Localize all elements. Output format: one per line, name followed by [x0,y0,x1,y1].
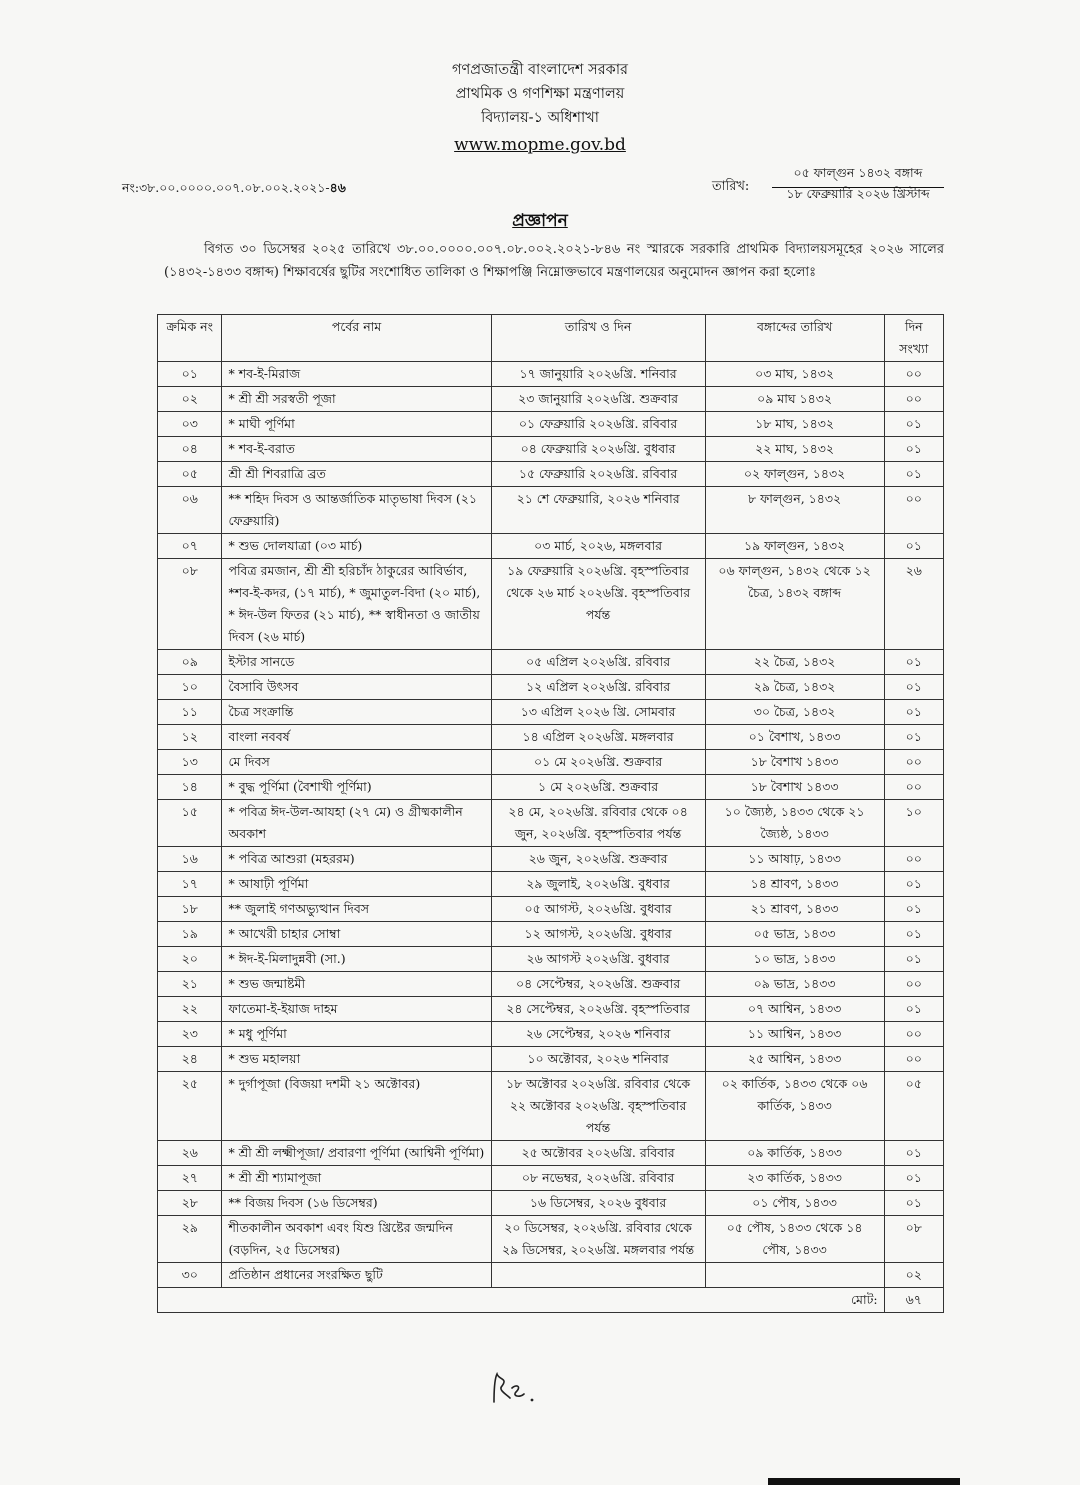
date-label: তারিখ: [712,179,750,194]
cell-serial: ২০ [158,947,222,972]
cell-serial: ২৬ [158,1141,222,1166]
table-row [158,362,944,387]
branch-name: বিদ্যালয়-১ অধিশাখা [481,110,599,126]
cell-festival-name: * শুভ জন্মাষ্টমী [222,972,491,997]
cell-bangla-date: ২২ চৈত্র, ১৪৩২ [705,650,884,675]
cell-date-day: ১২ আগস্ট, ২০২৬খ্রি. বুধবার [491,922,705,947]
cell-festival-name: * ঈদ-ই-মিলাদুন্নবী (সা.) [222,947,491,972]
table-row [158,462,944,487]
header-bangla-date: বঙ্গাব্দের তারিখ [705,315,884,362]
scan-edge-bar [768,1478,960,1485]
table-row [158,1047,944,1072]
cell-bangla-date: ০১ পৌষ, ১৪৩৩ [705,1191,884,1216]
memo-number [122,180,346,200]
cell-festival-name: * মধু পূর্ণিমা [222,1022,491,1047]
cell-days: ০১ [884,534,943,559]
cell-festival-name: * আষাঢ়ী পূর্ণিমা [222,872,491,897]
table-row [158,534,944,559]
cell-days: ০১ [884,947,943,972]
cell-date-day: ২১ শে ফেব্রুয়ারি, ২০২৬ শনিবার [491,487,705,534]
cell-date-day: ২৯ জুলাই, ২০২৬খ্রি. বুধবার [491,872,705,897]
cell-bangla-date: ০৭ আশ্বিন, ১৪৩৩ [705,997,884,1022]
cell-festival-name: শীতকালীন অবকাশ এবং যিশু খ্রিষ্টের জন্মদিন (বড়দিন, ২৫ ডিসেম্বর) [222,1216,491,1263]
table-header-row [158,315,944,362]
cell-days: ০৫ [884,1072,943,1141]
cell-festival-name: পবিত্র রমজান, শ্রী শ্রী হরিচাঁদ ঠাকুরের আবির্ভাব, *শব-ই-কদর, (১৭ মার্চ), * জুমাতুল-বিদা (২০ মার্চ), * ঈদ-উল ফিতর (২১ মার্চ), ** স্বাধীনতা ও জাতীয় দিবস (২৬ মার্চ) [222,559,491,650]
cell-serial: ২৩ [158,1022,222,1047]
cell-festival-name: * শব-ই-মিরাজ [222,362,491,387]
memo-number-suffix: ৪৬ [329,180,346,195]
cell-bangla-date: ১০ জ্যৈষ্ঠ, ১৪৩৩ থেকে ২১ জ্যৈষ্ঠ, ১৪৩৩ [705,800,884,847]
table-row [158,1216,944,1263]
cell-festival-name: * শুভ মহালয়া [222,1047,491,1072]
cell-serial: ২২ [158,997,222,1022]
cell-date-day [491,1263,705,1288]
table-row [158,972,944,997]
cell-festival-name: বাংলা নববর্ষ [222,725,491,750]
cell-days: ০১ [884,997,943,1022]
table-row [158,750,944,775]
ministry-name: প্রাথমিক ও গণশিক্ষা মন্ত্রণালয় [455,86,625,102]
cell-days: ০০ [884,750,943,775]
cell-date-day: ১৮ অক্টোবর ২০২৬খ্রি. রবিবার থেকে ২২ অক্টোবর ২০২৬খ্রি. বৃহস্পতিবার পর্যন্ত [491,1072,705,1141]
cell-festival-name: চৈত্র সংক্রান্তি [222,700,491,725]
cell-date-day: ২৪ সেপ্টেম্বর, ২০২৬খ্রি. বৃহস্পতিবার [491,997,705,1022]
cell-bangla-date: ০২ ফাল্গুন, ১৪৩২ [705,462,884,487]
table-row [158,1263,944,1288]
cell-festival-name: ** শহিদ দিবস ও আন্তর্জাতিক মাতৃভাষা দিবস (২১ ফেব্রুয়ারি) [222,487,491,534]
date-bangla: ০৫ ফাল্গুন ১৪৩২ বঙ্গাব্দ [772,165,944,188]
cell-date-day: ০১ ফেব্রুয়ারি ২০২৬খ্রি. রবিবার [491,412,705,437]
cell-date-day: ০৫ এপ্রিল ২০২৬খ্রি. রবিবার [491,650,705,675]
table-row [158,1022,944,1047]
cell-days: ০০ [884,847,943,872]
issue-date [712,165,952,205]
cell-bangla-date: ০৯ ভাদ্র, ১৪৩৩ [705,972,884,997]
table-row [158,922,944,947]
cell-days: ০০ [884,1047,943,1072]
cell-date-day: ২৬ আগস্ট ২০২৬খ্রি. বুধবার [491,947,705,972]
cell-serial: ০৫ [158,462,222,487]
cell-days: ০১ [884,700,943,725]
cell-bangla-date: ১৯ ফাল্গুন, ১৪৩২ [705,534,884,559]
cell-bangla-date: ১১ আশ্বিন, ১৪৩৩ [705,1022,884,1047]
cell-date-day: ১২ এপ্রিল ২০২৬খ্রি. রবিবার [491,675,705,700]
cell-days: ০১ [884,897,943,922]
cell-date-day: ০৪ সেপ্টেম্বর, ২০২৬খ্রি. শুক্রবার [491,972,705,997]
total-label: মোট: [158,1288,885,1313]
memo-number-prefix: নং:৩৮.০০.০০০০.০০৭.০৮.০০২.২০২১- [122,180,330,195]
cell-serial: ০৬ [158,487,222,534]
cell-date-day: ১৭ জানুয়ারি ২০২৬খ্রি. শনিবার [491,362,705,387]
cell-bangla-date: ০২ কার্তিক, ১৪৩৩ থেকে ০৬ কার্তিক, ১৪৩৩ [705,1072,884,1141]
cell-days: ০১ [884,437,943,462]
cell-days: ০০ [884,487,943,534]
cell-serial: ০২ [158,387,222,412]
cell-bangla-date: ০৯ মাঘ ১৪৩২ [705,387,884,412]
cell-date-day: ১ মে ২০২৬খ্রি. শুক্রবার [491,775,705,800]
holiday-table [157,314,944,1313]
table-row [158,700,944,725]
cell-serial: ২৪ [158,1047,222,1072]
date-gregorian: ১৮ ফেব্রুয়ারি ২০২৬ খ্রিস্টাব্দ [786,186,930,201]
cell-days: ০১ [884,725,943,750]
cell-bangla-date: ৮ ফাল্গুন, ১৪৩২ [705,487,884,534]
cell-serial: ১৩ [158,750,222,775]
cell-serial: ২৯ [158,1216,222,1263]
cell-days: ০২ [884,1263,943,1288]
cell-bangla-date: ২৩ কার্তিক, ১৪৩৩ [705,1166,884,1191]
cell-bangla-date: ১৮ বৈশাখ ১৪৩৩ [705,750,884,775]
cell-bangla-date: ০৫ পৌষ, ১৪৩৩ থেকে ১৪ পৌষ, ১৪৩৩ [705,1216,884,1263]
cell-bangla-date [705,1263,884,1288]
cell-date-day: ১৯ ফেব্রুয়ারি ২০২৬খ্রি. বৃহস্পতিবার থেকে ২৬ মার্চ ২০২৬খ্রি. বৃহস্পতিবার পর্যন্ত [491,559,705,650]
table-row [158,1141,944,1166]
cell-festival-name: বৈসাবি উৎসব [222,675,491,700]
table-row [158,1072,944,1141]
cell-bangla-date: ০১ বৈশাখ, ১৪৩৩ [705,725,884,750]
table-row [158,897,944,922]
cell-days: ০১ [884,1141,943,1166]
cell-bangla-date: ২১ শ্রাবণ, ১৪৩৩ [705,897,884,922]
cell-bangla-date: ১৮ বৈশাখ ১৪৩৩ [705,775,884,800]
table-row [158,872,944,897]
cell-bangla-date: ২৯ চৈত্র, ১৪৩২ [705,675,884,700]
cell-date-day: ১০ অক্টোবর, ২০২৬ শনিবার [491,1047,705,1072]
table-row [158,437,944,462]
cell-serial: ১১ [158,700,222,725]
cell-date-day: ২০ ডিসেম্বর, ২০২৬খ্রি. রবিবার থেকে ২৯ ডিসেম্বর, ২০২৬খ্রি. মঙ্গলবার পর্যন্ত [491,1216,705,1263]
header-date-day: তারিখ ও দিন [491,315,705,362]
cell-festival-name: শ্রী শ্রী শিবরাত্রি ব্রত [222,462,491,487]
cell-days: ০১ [884,1191,943,1216]
cell-bangla-date: ১৮ মাঘ, ১৪৩২ [705,412,884,437]
cell-date-day: ১৪ এপ্রিল ২০২৬খ্রি. মঙ্গলবার [491,725,705,750]
cell-bangla-date: ০৬ ফাল্গুন, ১৪৩২ থেকে ১২ চৈত্র, ১৪৩২ বঙ্গাব্দ [705,559,884,650]
cell-bangla-date: ১০ ভাদ্র, ১৪৩৩ [705,947,884,972]
cell-days: ০১ [884,1166,943,1191]
cell-days: ০০ [884,1022,943,1047]
cell-serial: ১৮ [158,897,222,922]
document-title: প্রজ্ঞাপন [512,211,568,231]
table-row [158,412,944,437]
cell-days: ০৮ [884,1216,943,1263]
cell-bangla-date: ০৯ কার্তিক, ১৪৩৩ [705,1141,884,1166]
cell-serial: ১০ [158,675,222,700]
cell-date-day: ১৩ এপ্রিল ২০২৬ খ্রি. সোমবার [491,700,705,725]
cell-festival-name: * শ্রী শ্রী সরস্বতী পূজা [222,387,491,412]
cell-date-day: ০৪ ফেব্রুয়ারি ২০২৬খ্রি. বুধবার [491,437,705,462]
cell-bangla-date: ২৫ আশ্বিন, ১৪৩৩ [705,1047,884,1072]
cell-serial: ১৬ [158,847,222,872]
total-value: ৬৭ [884,1288,943,1313]
cell-serial: ০৭ [158,534,222,559]
cell-festival-name: ইস্টার সানডে [222,650,491,675]
table-row [158,675,944,700]
cell-serial: ১৭ [158,872,222,897]
cell-date-day: ২৪ মে, ২০২৬খ্রি. রবিবার থেকে ০৪ জুন, ২০২৬খ্রি. বৃহস্পতিবার পর্যন্ত [491,800,705,847]
table-row [158,725,944,750]
cell-bangla-date: ১১ আষাঢ়, ১৪৩৩ [705,847,884,872]
cell-days: ০১ [884,872,943,897]
cell-date-day: ২৬ জুন, ২০২৬খ্রি. শুক্রবার [491,847,705,872]
table-row [158,559,944,650]
cell-serial: ২১ [158,972,222,997]
cell-festival-name: * মাঘী পূর্ণিমা [222,412,491,437]
cell-days: ০১ [884,412,943,437]
cell-festival-name: * শুভ দোলযাত্রা (০৩ মার্চ) [222,534,491,559]
cell-serial: ০১ [158,362,222,387]
cell-serial: ০৩ [158,412,222,437]
table-body [158,362,944,1288]
cell-festival-name: ফাতেমা-ই-ইয়াজ দাহম [222,997,491,1022]
cell-days: ০১ [884,675,943,700]
cell-festival-name: * দুর্গাপূজা (বিজয়া দশমী ২১ অক্টোবর) [222,1072,491,1141]
table-row [158,387,944,412]
table-row [158,847,944,872]
cell-festival-name: মে দিবস [222,750,491,775]
cell-date-day: ২৬ সেপ্টেম্বর, ২০২৬ শনিবার [491,1022,705,1047]
cell-serial: ১২ [158,725,222,750]
cell-serial: ৩০ [158,1263,222,1288]
cell-date-day: ০১ মে ২০২৬খ্রি. শুক্রবার [491,750,705,775]
table-row [158,997,944,1022]
cell-serial: ১৫ [158,800,222,847]
table-row [158,650,944,675]
cell-days: ০০ [884,387,943,412]
cell-date-day: ১৫ ফেব্রুয়ারি ২০২৬খ্রি. রবিবার [491,462,705,487]
header-serial: ক্রমিক নং [158,315,222,362]
cell-date-day: ০৩ মার্চ, ২০২৬, মঙ্গলবার [491,534,705,559]
cell-days: ২৬ [884,559,943,650]
cell-serial: ০৮ [158,559,222,650]
cell-festival-name: * পবিত্র আশুরা (মহররম) [222,847,491,872]
letterhead [0,58,1080,158]
table-row [158,1191,944,1216]
cell-bangla-date: ২২ মাঘ, ১৪৩২ [705,437,884,462]
cell-days: ০০ [884,362,943,387]
header-festival-name: পর্বের নাম [222,315,491,362]
table-row [158,487,944,534]
cell-serial: ২৫ [158,1072,222,1141]
website-link[interactable]: www.mopme.gov.bd [454,135,626,155]
government-name: গণপ্রজাতন্ত্রী বাংলাদেশ সরকার [451,62,628,78]
cell-festival-name: ** বিজয় দিবস (১৬ ডিসেম্বর) [222,1191,491,1216]
cell-date-day: ২৩ জানুয়ারি ২০২৬খ্রি. শুক্রবার [491,387,705,412]
cell-date-day: ২৫ অক্টোবর ২০২৬খ্রি. রবিবার [491,1141,705,1166]
table-row [158,947,944,972]
cell-days: ০১ [884,462,943,487]
cell-festival-name: ** জুলাই গণঅভ্যুত্থান দিবস [222,897,491,922]
cell-festival-name: * পবিত্র ঈদ-উল-আযহা (২৭ মে) ও গ্রীষ্মকালীন অবকাশ [222,800,491,847]
cell-days: ০০ [884,972,943,997]
cell-serial: ১৯ [158,922,222,947]
cell-festival-name: * শ্রী শ্রী লক্ষ্মীপূজা/ প্রবারণা পূর্ণিমা (আশ্বিনী পূর্ণিমা) [222,1141,491,1166]
cell-festival-name: * বুদ্ধ পূর্ণিমা (বৈশাখী পূর্ণিমা) [222,775,491,800]
cell-days: ০১ [884,650,943,675]
signature [486,1368,546,1408]
table-row [158,800,944,847]
cell-days: ১০ [884,800,943,847]
table-row [158,775,944,800]
intro-paragraph: বিগত ৩০ ডিসেম্বর ২০২৫ তারিখে ৩৮.০০.০০০০.০০৭.০৮.০০২.২০২১-৮৪৬ নং স্মারকে সরকারি প্রাথমিক বিদ্যালয়সমূহের ২০২৬ সালের (১৪৩২-১৪৩৩ বঙ্গাব্দ) শিক্ষাবর্ষের ছুটির সংশোধিত তালিকা ও শিক্ষাপঞ্জি নিম্নোক্তভাবে মন্ত্রণালয়ের অনুমোদন জ্ঞাপন করা হলোঃ [164,242,944,280]
cell-festival-name: * শ্রী শ্রী শ্যামাপূজা [222,1166,491,1191]
cell-bangla-date: ০৫ ভাদ্র, ১৪৩৩ [705,922,884,947]
cell-festival-name: * আখেরী চাহার সোম্বা [222,922,491,947]
cell-bangla-date: ০৩ মাঘ, ১৪৩২ [705,362,884,387]
total-row [158,1288,944,1313]
cell-days: ০১ [884,922,943,947]
cell-bangla-date: ৩০ চৈত্র, ১৪৩২ [705,700,884,725]
cell-festival-name: * শব-ই-বরাত [222,437,491,462]
table-row [158,1166,944,1191]
cell-festival-name: প্রতিষ্ঠান প্রধানের সংরক্ষিত ছুটি [222,1263,491,1288]
cell-serial: ০৯ [158,650,222,675]
cell-serial: ২৭ [158,1166,222,1191]
cell-date-day: ০৮ নভেম্বর, ২০২৬খ্রি. রবিবার [491,1166,705,1191]
header-days: দিন সংখ্যা [884,315,943,362]
cell-serial: ১৪ [158,775,222,800]
cell-serial: ২৮ [158,1191,222,1216]
cell-date-day: ১৬ ডিসেম্বর, ২০২৬ বুধবার [491,1191,705,1216]
cell-days: ০০ [884,775,943,800]
cell-serial: ০৪ [158,437,222,462]
cell-bangla-date: ১৪ শ্রাবণ, ১৪৩৩ [705,872,884,897]
cell-date-day: ০৫ আগস্ট, ২০২৬খ্রি. বুধবার [491,897,705,922]
